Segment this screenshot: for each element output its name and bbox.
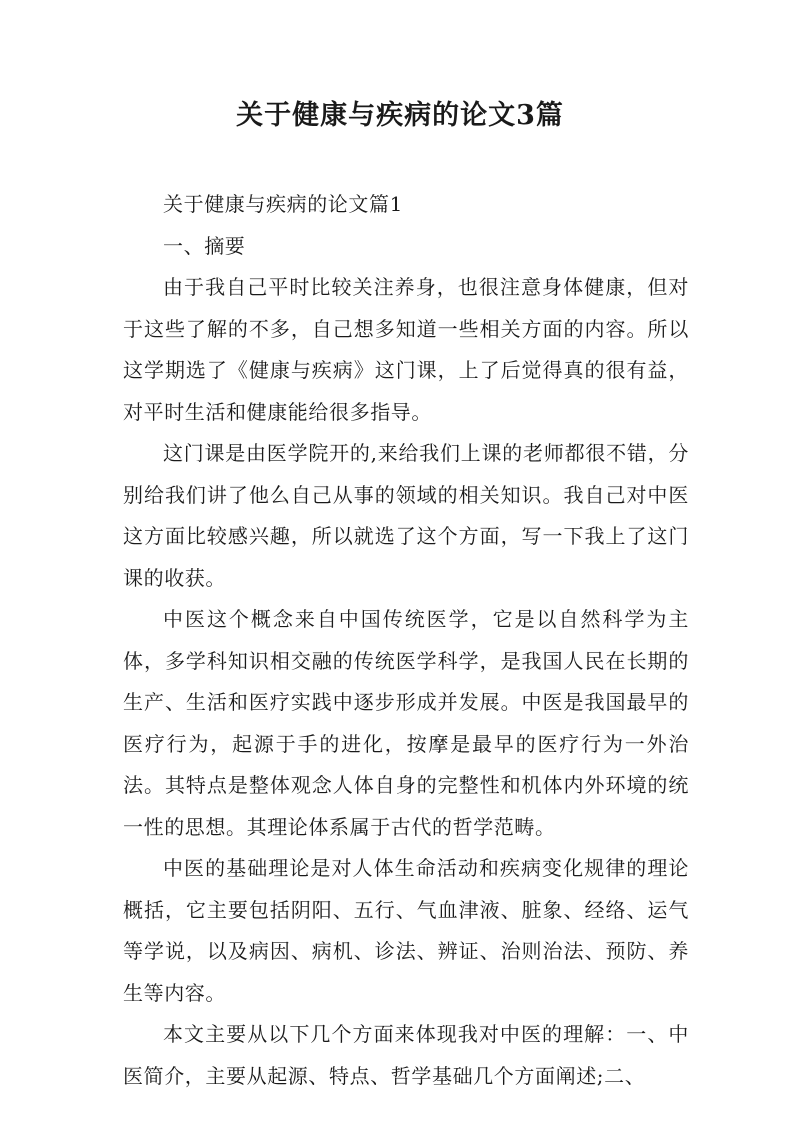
section-title: 关于健康与疾病的论文篇1 xyxy=(163,192,403,216)
paragraph: 由于我自己平时比较关注养身，也很注意身体健康，但对于这些了解的不多，自己想多知道一些相关方面的内容。所以这学期选了《健康与疾病》这门课，上了后觉得真的很有益，对平时生活和健康能给很多指导。 xyxy=(123,275,689,424)
abstract-heading: 一、摘要 xyxy=(163,233,246,258)
document-title: 关于健康与疾病的论文3篇 xyxy=(236,100,564,131)
paragraph: 本文主要从以下几个方面来体现我对中医的理解：一、中医简介，主要从起源、特点、哲学基础几个方面阐述;二、 xyxy=(123,1022,689,1088)
paragraph: 中医这个概念来自中国传统医学，它是以自然科学为主体，多学科知识相交融的传统医学科学，是我国人民在长期的生产、生活和医疗实践中逐步形成并发展。中医是我国最早的医疗行为，起源于手的进化，按摩是最早的医疗行为一外治法。其特点是整体观念人体自身的完整性和机体内外环境的统一性的思想。其理论体系属于古代的哲学范畴。 xyxy=(123,607,689,839)
paragraph: 中医的基础理论是对人体生命活动和疾病变化规律的理论概括，它主要包括阴阳、五行、气血津液、脏象、经络、运气等学说，以及病因、病机、诊法、辨证、治则治法、预防、养生等内容。 xyxy=(123,856,689,1005)
paragraph: 这门课是由医学院开的,来给我们上课的老师都很不错，分别给我们讲了他么自己从事的领域的相关知识。我自己对中医这方面比较感兴趣，所以就选了这个方面，写一下我上了这门课的收获。 xyxy=(123,441,689,590)
document-body xyxy=(123,184,689,1097)
